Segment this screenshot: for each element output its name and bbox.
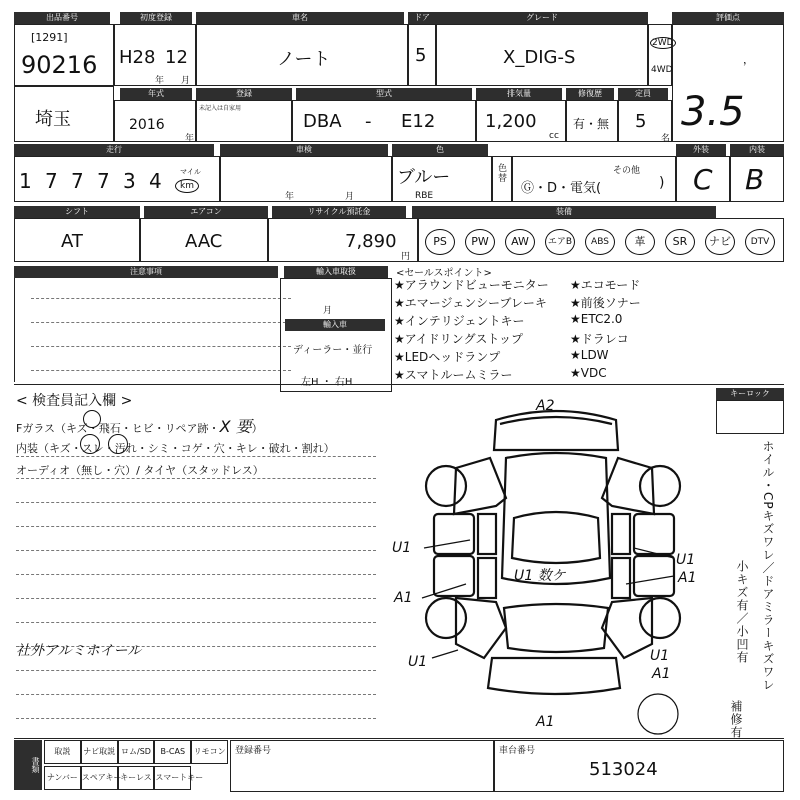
type-prefix: DBA: [303, 111, 342, 132]
reg-month-label: 月: [181, 76, 191, 86]
equipment-item: ABS: [585, 229, 615, 255]
int-grade: B: [745, 163, 765, 196]
doors-header: ドア: [408, 12, 436, 24]
mileage-digit: 7: [71, 169, 84, 193]
sales-point: ★ドラレコ: [570, 332, 629, 346]
document-item: ロム/SD: [118, 740, 155, 764]
mileage-digit: 4: [149, 169, 162, 193]
import-box: [280, 278, 392, 392]
drive-4wd: 4WD: [651, 65, 673, 75]
model-cell: [196, 24, 408, 86]
lot-code: [1291]: [31, 31, 68, 44]
mileage-header: 走行: [14, 144, 214, 156]
model-year-cell: [114, 100, 196, 142]
sales-point: ★アラウンドビューモニター: [394, 278, 549, 292]
seats-cell: [618, 100, 672, 142]
equipment-item: ナビ: [705, 229, 735, 255]
expiry-year-label: 年: [285, 192, 295, 202]
notes-area: [14, 278, 278, 382]
equipment-item: 革: [625, 229, 655, 255]
score-value: 3.5: [681, 89, 745, 135]
int-grade-cell: [730, 156, 784, 202]
displacement-header: 排気量: [476, 88, 562, 100]
type-cell: [292, 100, 476, 142]
displacement-cell: [476, 100, 566, 142]
model-year-label: 年: [185, 134, 195, 144]
document-item: スマートキー: [154, 766, 191, 790]
km-label: km: [175, 179, 199, 193]
expiry-header: 車検: [220, 144, 388, 156]
score-header: 評価点: [672, 12, 784, 24]
reg-note: 未記入は自家用: [199, 105, 242, 112]
side-note-header: キーロック: [716, 388, 784, 400]
mark-u1-right-rear: U1: [650, 648, 670, 664]
shift-header: シフト: [14, 206, 140, 218]
inspector-line3: オーディオ（無し・穴）/ タイヤ（スタッドレス）: [16, 464, 264, 477]
reg-number-cell: [230, 740, 494, 792]
import-month: 月: [323, 306, 333, 316]
color-change-label: 色替: [496, 163, 506, 183]
cc-label: cc: [549, 131, 559, 141]
drive-cell: [648, 24, 672, 86]
side-note-box: [716, 400, 784, 434]
document-item: ナンバー: [44, 766, 81, 790]
inspector-title: < 検査員記入欄 >: [16, 393, 133, 409]
seats-header: 定員: [618, 88, 668, 100]
car-diagram: [392, 388, 712, 738]
equipment-item: AW: [505, 229, 535, 255]
color-cell: [392, 156, 492, 202]
ac-header: エアコン: [144, 206, 268, 218]
recycle-value: 7,890: [345, 231, 397, 252]
ext-header: 外装: [676, 144, 726, 156]
sales-points-header: <セールスポイント>: [396, 268, 492, 279]
seats-value: 5: [635, 111, 647, 132]
sales-point: ★LDW: [570, 348, 609, 362]
yen-label: 円: [401, 252, 411, 262]
mileage-digit: 3: [123, 169, 136, 193]
circle-mark: [80, 434, 100, 454]
color-options-cell: [512, 156, 676, 202]
doors-cell: [408, 24, 436, 86]
lot-number: 90216: [21, 51, 98, 79]
sales-points: [394, 276, 714, 386]
mileage-digit: 7: [45, 169, 58, 193]
sales-point: ★エマージェンシーブレーキ: [394, 296, 547, 310]
score-top: ，: [743, 53, 754, 66]
side-note-3: 補修有: [729, 700, 743, 739]
reg-number-label: 登録番号: [235, 746, 272, 756]
mark-u1-right: U1: [676, 552, 696, 568]
grade-value: X_DIG-S: [503, 47, 576, 68]
seats-label: 名: [661, 134, 671, 144]
mile-label: マイル: [180, 168, 201, 176]
fglass-end: ）: [251, 422, 263, 435]
grade-cell: [436, 24, 648, 86]
sales-point: ★前後ソナー: [570, 296, 641, 310]
equipment-header: 装備: [412, 206, 716, 218]
color-header: 色: [392, 144, 488, 156]
mileage-digit: 7: [97, 169, 110, 193]
history-value: 有・無: [573, 117, 610, 131]
history-cell: [566, 100, 618, 142]
circle-mark: [83, 410, 101, 428]
model-header: 車名: [196, 12, 404, 24]
type-header: 型式: [296, 88, 472, 100]
handwritten-note: 社外アルミホイール: [16, 643, 142, 659]
recycle-cell: [268, 218, 418, 262]
ext-grade: C: [693, 163, 713, 196]
sales-point: ★スマトルームミラー: [394, 368, 513, 382]
region-value: 埼玉: [35, 109, 71, 130]
mileage-digit: 1: [19, 169, 32, 193]
side-note-1: ホイル・CPキズワレ／ドアミラーキズワレ: [761, 440, 775, 692]
year-header: 初度登録: [120, 12, 192, 24]
ac-value: AAC: [185, 231, 223, 252]
shift-cell: [14, 218, 140, 262]
color-close: ): [659, 175, 665, 191]
document-item: B-CAS: [154, 740, 191, 764]
reg-year-label: 年: [155, 76, 165, 86]
ac-cell: [140, 218, 268, 262]
equipment-item: エアB: [545, 229, 575, 255]
ext-grade-cell: [676, 156, 730, 202]
import-dealer: ディーラー・並行: [293, 345, 373, 356]
model-year-value: 2016: [129, 117, 165, 133]
mark-u1-left: U1: [392, 540, 412, 556]
reg-cell: [114, 24, 196, 86]
sales-point: ★LEDヘッドランプ: [394, 350, 501, 364]
notes-header: 注意事項: [14, 266, 278, 278]
serial-label: 車台番号: [499, 746, 536, 756]
sales-point: ★アイドリングストップ: [394, 332, 523, 346]
doors-value: 5: [415, 45, 427, 66]
history-header: 修復歴: [566, 88, 614, 100]
reg-note-cell: [196, 100, 292, 142]
equipment-item: PS: [425, 229, 455, 255]
color-change-cell: [492, 156, 512, 202]
color-name: ブルー: [397, 167, 451, 188]
docs-label: 書類: [14, 740, 42, 790]
model-year-header: 年式: [120, 88, 192, 100]
color-options: Ⓖ・D・電気(: [521, 181, 602, 196]
lot-cell: [14, 24, 114, 86]
reg-month: 12: [165, 47, 188, 68]
equipment-item: SR: [665, 229, 695, 255]
inspector-line2: 内装（キズ・スレ・汚れ・シミ・コゲ・穴・キレ・破れ・割れ）: [16, 442, 335, 455]
mileage-cell: [14, 156, 220, 202]
sales-point: ★インテリジェントキー: [394, 314, 525, 328]
lot-header: 出品番号: [14, 12, 110, 24]
import-header: 輸入車取扱: [284, 266, 388, 278]
shift-value: AT: [61, 231, 83, 252]
document-item: リモコン: [191, 740, 228, 764]
import-dealer-label: 輸入車: [285, 319, 385, 331]
drive-2wd: 2WD: [652, 38, 674, 48]
fglass-text: Fガラス（キズ・飛石・ヒビ・リペア跡・: [16, 422, 220, 435]
recycle-header: リサイクル預託金: [272, 206, 406, 218]
document-item: ナビ取説: [81, 740, 118, 764]
mark-u1-center: U1 数ケ: [514, 568, 566, 584]
type-code: E12: [401, 111, 436, 132]
document-item: キーレス: [118, 766, 155, 790]
mark-a1-right: A1: [678, 570, 697, 586]
serial-value: 513024: [589, 759, 658, 780]
circle-mark: [108, 434, 128, 454]
import-handle: 左H ・ 右H: [301, 377, 353, 388]
mark-a1-right-rear: A1: [652, 666, 671, 682]
grade-header: グレード: [436, 12, 648, 24]
side-note-2: 小キズ有／小凹有: [735, 560, 749, 664]
expiry-cell: [220, 156, 392, 202]
inspector-line1: [16, 414, 263, 437]
displacement-value: 1,200: [485, 111, 537, 132]
equipment-item: DTV: [745, 229, 775, 255]
mark-a1-bottom: A1: [536, 714, 555, 730]
model-name: ノート: [277, 49, 331, 70]
sales-point: ★ETC2.0: [570, 312, 623, 326]
color-other-label: その他: [613, 166, 641, 176]
reg-era-year: H28: [119, 47, 156, 68]
inspector-lines: [16, 454, 392, 734]
equipment-cell: [418, 218, 784, 262]
type-sep: -: [365, 111, 372, 132]
reg-header: 登録: [196, 88, 292, 100]
sales-point: ★VDC: [570, 366, 607, 380]
score-cell: [672, 24, 784, 142]
serial-cell: [494, 740, 784, 792]
equipment-item: PW: [465, 229, 495, 255]
color-code: RBE: [415, 191, 434, 201]
mark-a1-left: A1: [394, 590, 413, 606]
sales-point: ★エコモード: [570, 278, 641, 292]
region-cell: [14, 86, 114, 142]
mark-u1-left-rear: U1: [408, 654, 428, 670]
document-item: スペアキー: [81, 766, 118, 790]
expiry-month-label: 月: [345, 192, 355, 202]
mark-a2: A2: [536, 398, 555, 414]
fglass-mark: X 要: [219, 417, 252, 436]
int-header: 内装: [730, 144, 784, 156]
document-item: 取説: [44, 740, 81, 764]
